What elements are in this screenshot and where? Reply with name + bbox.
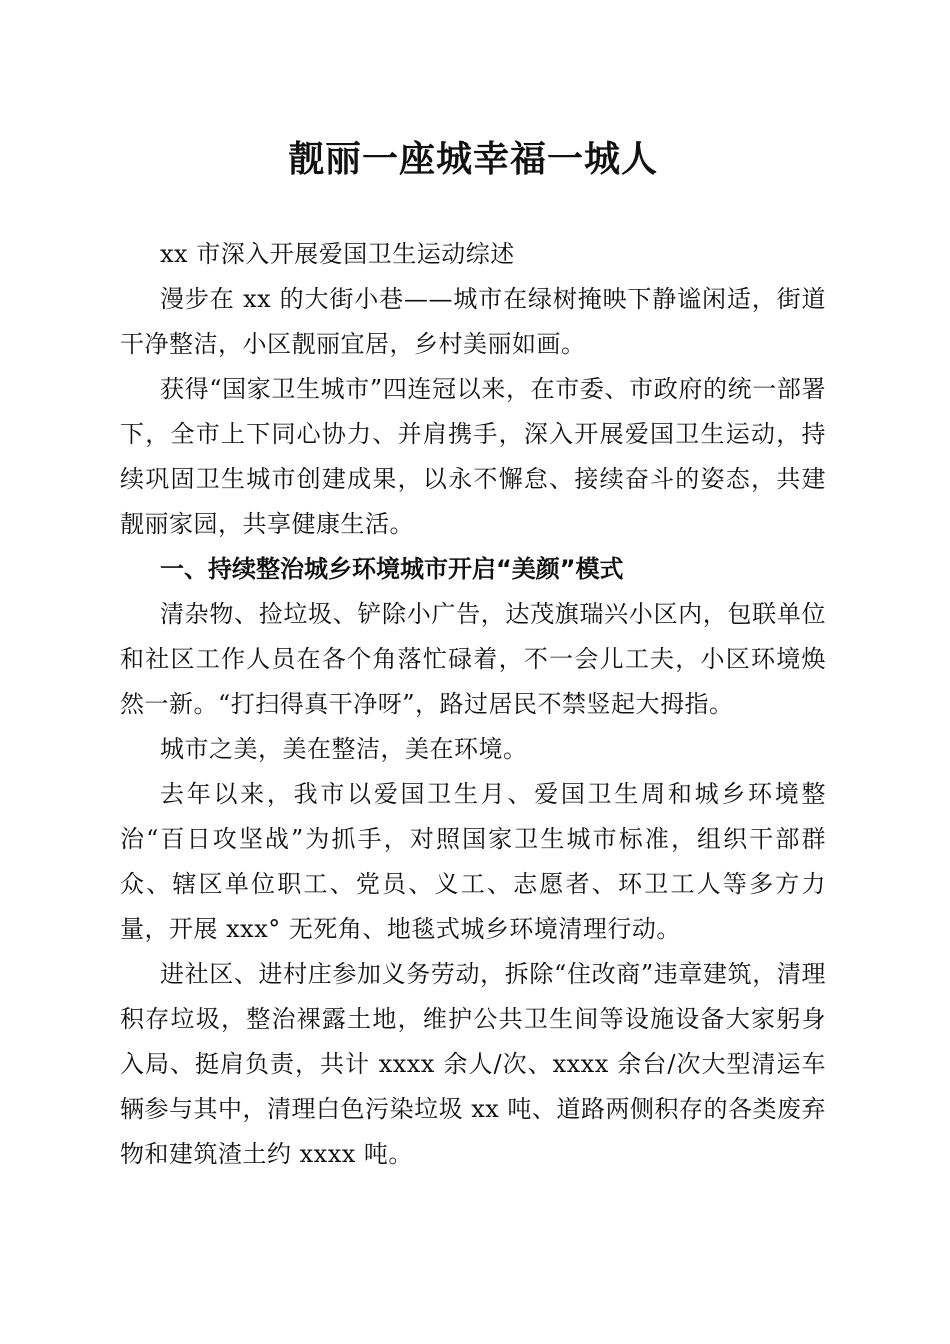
intro-paragraph-1: 漫步在 xx 的大街小巷——城市在绿树掩映下静谧闲适，街道干净整洁，小区靓丽宜居，乡村美丽如画。 bbox=[120, 285, 826, 358]
document-title: 靓丽一座城幸福一城人 bbox=[287, 138, 658, 180]
intro-paragraph-2: 获得“国家卫生城市”四连冠以来，在市委、市政府的统一部署下，全市上下同心协力、并肩携手，深入开展爱国卫生运动，持续巩固卫生城市创建成果，以永不懈怠、接续奋斗的姿态，共建靓丽家园，共享健康生活。 bbox=[120, 375, 826, 538]
subtitle-paragraph: xx 市深入开展爱国卫生运动综述 bbox=[160, 240, 515, 268]
section-1-paragraph-3: 去年以来，我市以爱国卫生月、爱国卫生周和城乡环境整治“百日攻坚战”为抓手，对照国家卫生城市标准，组织干部群众、辖区单位职工、党员、义工、志愿者、环卫工人等多方力量，开展 xxx° 无死角、地毯式城乡环境清理行动。 bbox=[120, 780, 826, 943]
section-1-paragraph-2: 城市之美，美在整洁，美在环境。 bbox=[160, 735, 528, 763]
section-1-paragraph-1: 清杂物、捡垃圾、铲除小广告，达茂旗瑞兴小区内，包联单位和社区工作人员在各个角落忙碌着，不一会儿工夫，小区环境焕然一新。“打扫得真干净呀”，路过居民不禁竖起大拇指。 bbox=[120, 600, 826, 718]
section-1-heading: 一、持续整治城乡环境城市开启“美颜”模式 bbox=[160, 555, 624, 583]
document-body bbox=[120, 232, 826, 1177]
section-1-paragraph-4: 进社区、进村庄参加义务劳动，拆除“住改商”违章建筑，清理积存垃圾，整治裸露土地，维护公共卫生间等设施设备大家躬身入局、挺肩负责，共计 xxxx 余人/次、xxxx 余台/次大型清运车辆参与其中，清理白色污染垃圾 xx 吨、道路两侧积存的各类废弃物和建筑渣土约 xxxx 吨。 bbox=[120, 960, 826, 1168]
